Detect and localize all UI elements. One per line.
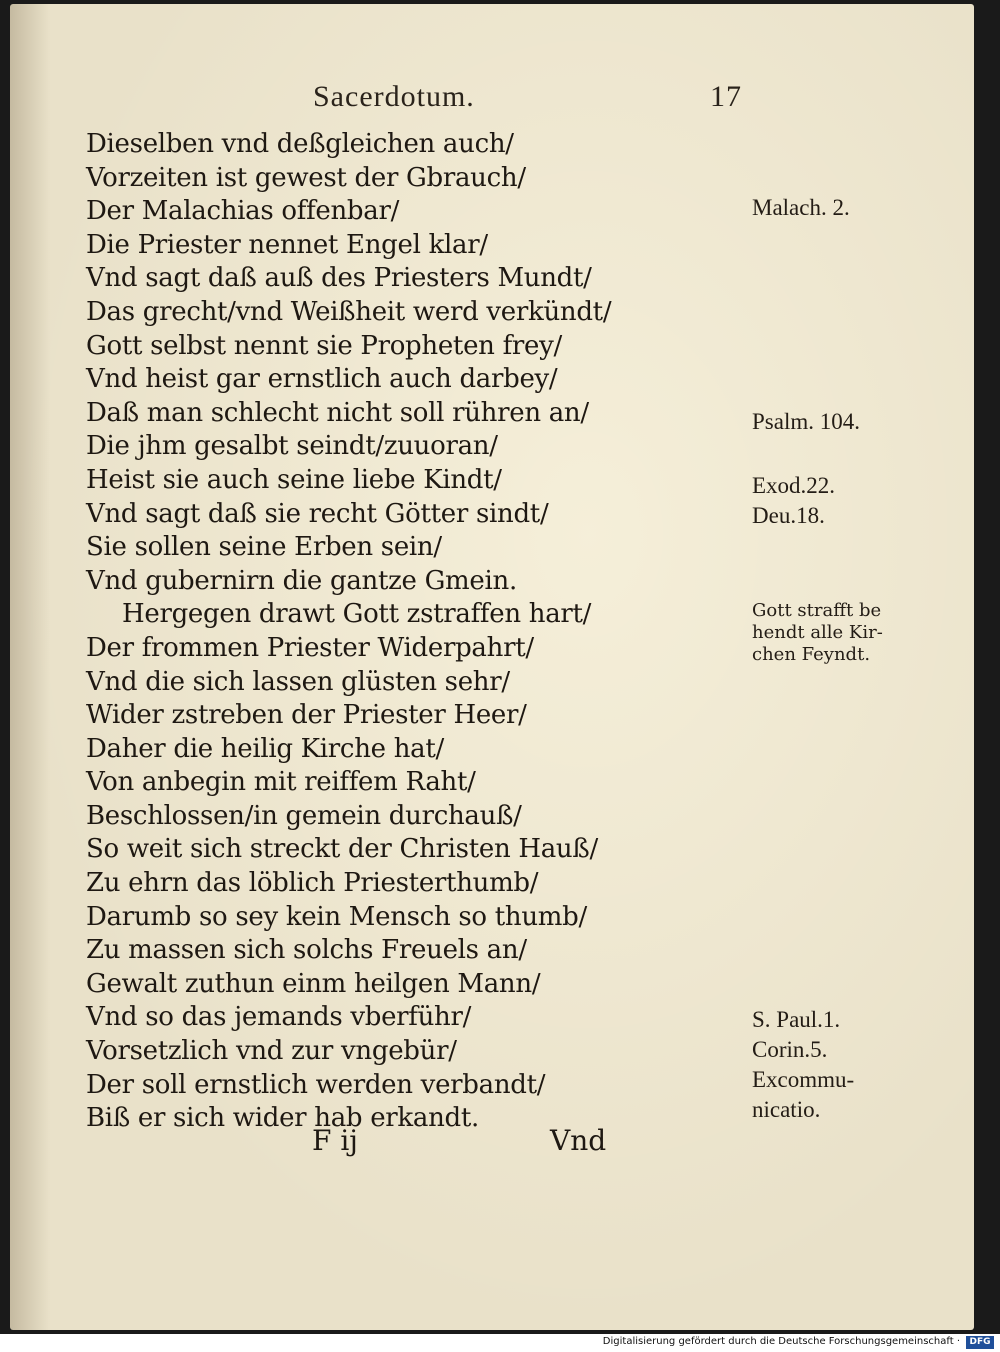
verse-line: Daß man schlecht nicht soll rühren an/ [86,397,589,428]
verse-line: Heist sie auch seine liebe Kindt/ [86,464,502,495]
verse-line: Darumb so sey kein Mensch so thumb/ [86,901,587,932]
verse-line: Der frommen Priester Widerpahrt/ [86,632,534,663]
verse-line: Vnd die sich lassen glüsten sehr/ [86,666,510,697]
verse-line: Sie sollen seine Erben sein/ [86,532,442,563]
verse-line: Wider zstreben der Priester Heer/ [86,700,527,731]
verse-line: Vnd sagt daß auß des Priesters Mundt/ [86,263,592,294]
margin-note-gott-strafft-2: hendt alle Kir- [752,622,883,643]
verse-line: Gott selbst nennt sie Propheten frey/ [86,330,562,361]
margin-note-deuteronomy: Deu.18. [752,503,825,528]
verse-line: Vorsetzlich vnd zur vngebür/ [86,1036,457,1067]
margin-note-corinthians: Corin.5. [752,1037,828,1062]
verse-line: Die jhm gesalbt seindt/zuuoran/ [86,431,498,462]
running-title: Sacerdotum. [313,80,475,113]
verse-line: Beschlossen/in gemein durchauß/ [86,800,522,831]
verse-line: Das grecht/vnd Weißheit werd verkündt/ [86,296,612,327]
verse-line: Vnd heist gar ernstlich auch darbey/ [86,364,558,395]
verse-line: Biß er sich wider hab erkandt. [86,1103,479,1134]
verse-line: Vnd sagt daß sie recht Götter sindt/ [86,498,549,529]
verse-line: Dieselben vnd deßgleichen auch/ [86,129,514,159]
verse-line: Von anbegin mit reiffem Raht/ [86,767,476,798]
margin-note-excommunicatio-2: nicatio. [752,1097,821,1122]
verse-line: Der soll ernstlich werden verbandt/ [86,1069,546,1100]
verse-line: Die Priester nennet Engel klar/ [86,229,488,260]
margin-note-excommunicatio-1: Excommu- [752,1067,855,1092]
verse-line: Zu ehrn das löblich Priesterthumb/ [86,868,539,899]
verse-line: Hergegen drawt Gott zstraffen hart/ [122,599,592,630]
verse-line: Zu massen sich solchs Freuels an/ [86,935,527,966]
margin-note-exodus: Exod.22. [752,473,836,498]
credit-bar [0,1334,1000,1352]
margin-note-gott-strafft-1: Gott strafft be [752,600,882,621]
verse-block [86,128,726,1136]
verse-line: Vnd gubernirn die gantze Gmein. [86,565,517,596]
verse-line: Gewalt zuthun einm heilgen Mann/ [86,968,541,999]
verse-line: Der Malachias offenbar/ [86,196,400,227]
signature-mark: F ij [312,1124,358,1157]
verse-line: So weit sich streckt der Christen Hauß/ [86,834,598,865]
verse-line: Daher die heilig Kirche hat/ [86,733,444,764]
margin-note-psalm: Psalm. 104. [752,409,860,434]
margin-note-paul: S. Paul.1. [752,1007,841,1032]
credit-text: Digitalisierung gefördert durch die Deutsche Forschungsgemeinschaft · [602,1336,960,1347]
verse-line: Vorzeiten ist gewest der Gbrauch/ [86,162,526,193]
dfg-logo: DFG [966,1336,994,1349]
catchword: Vnd [550,1124,607,1157]
margin-note-gott-strafft-3: chen Feyndt. [752,644,871,665]
verse-line: Vnd so das jemands vberführ/ [86,1002,472,1033]
page-number: 17 [710,80,742,113]
margin-note-malachias: Malach. 2. [752,195,850,220]
